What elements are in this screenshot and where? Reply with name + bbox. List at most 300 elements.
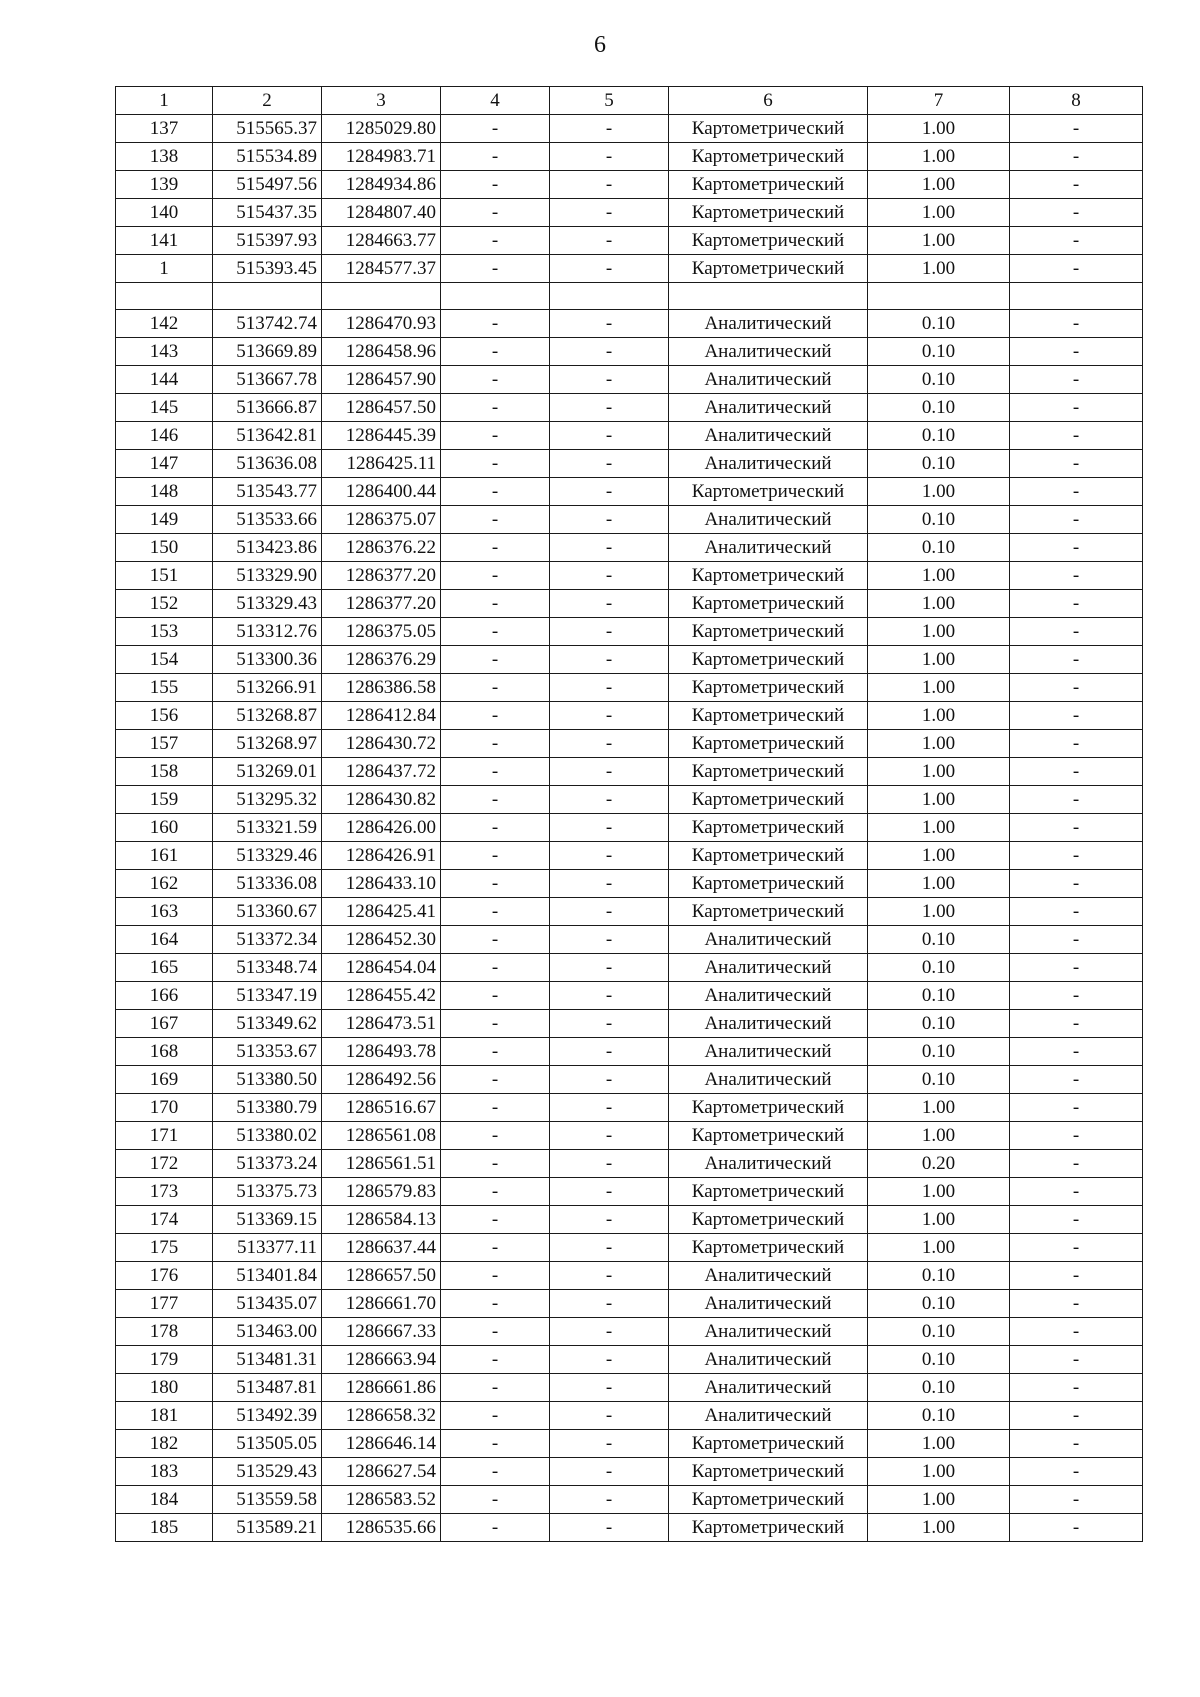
point-number-cell: 170 bbox=[116, 1094, 213, 1122]
table-row bbox=[116, 1514, 1143, 1542]
method-cell: Аналитический bbox=[669, 422, 868, 450]
point-number-cell: 137 bbox=[116, 115, 213, 143]
column-5-cell: - bbox=[550, 422, 669, 450]
point-number-cell: 181 bbox=[116, 1402, 213, 1430]
x-coordinate-cell: 513375.73 bbox=[213, 1178, 322, 1206]
accuracy-cell: 1.00 bbox=[868, 1178, 1010, 1206]
point-number-cell: 185 bbox=[116, 1514, 213, 1542]
method-cell: Аналитический bbox=[669, 1010, 868, 1038]
column-8-cell: - bbox=[1010, 478, 1143, 506]
y-coordinate-cell: 1286430.72 bbox=[322, 730, 441, 758]
y-coordinate-cell: 1286386.58 bbox=[322, 674, 441, 702]
method-cell: Картометрический bbox=[669, 199, 868, 227]
method-cell: Аналитический bbox=[669, 534, 868, 562]
column-4-cell: - bbox=[441, 954, 550, 982]
x-coordinate-cell: 513636.08 bbox=[213, 450, 322, 478]
y-coordinate-cell: 1286646.14 bbox=[322, 1430, 441, 1458]
point-number-cell: 164 bbox=[116, 926, 213, 954]
accuracy-cell: 1.00 bbox=[868, 115, 1010, 143]
table-row bbox=[116, 926, 1143, 954]
column-4-cell: - bbox=[441, 1290, 550, 1318]
method-cell: Аналитический bbox=[669, 338, 868, 366]
method-cell: Аналитический bbox=[669, 982, 868, 1010]
x-coordinate-cell: 513742.74 bbox=[213, 310, 322, 338]
column-8-cell: - bbox=[1010, 115, 1143, 143]
accuracy-cell: 1.00 bbox=[868, 786, 1010, 814]
column-4-cell: - bbox=[441, 758, 550, 786]
column-5-cell: - bbox=[550, 1318, 669, 1346]
column-8-cell: - bbox=[1010, 199, 1143, 227]
y-coordinate-cell: 1286637.44 bbox=[322, 1234, 441, 1262]
table-row bbox=[116, 1402, 1143, 1430]
column-8-cell: - bbox=[1010, 366, 1143, 394]
method-cell: Аналитический bbox=[669, 1374, 868, 1402]
accuracy-cell: 0.10 bbox=[868, 450, 1010, 478]
x-coordinate-cell: 513533.66 bbox=[213, 506, 322, 534]
column-8-cell: - bbox=[1010, 1262, 1143, 1290]
column-5-cell: - bbox=[550, 758, 669, 786]
table-row bbox=[116, 590, 1143, 618]
x-coordinate-cell: 513481.31 bbox=[213, 1346, 322, 1374]
point-number-cell: 153 bbox=[116, 618, 213, 646]
column-5-cell: - bbox=[550, 730, 669, 758]
accuracy-cell: 0.10 bbox=[868, 982, 1010, 1010]
y-coordinate-cell: 1286493.78 bbox=[322, 1038, 441, 1066]
x-coordinate-cell: 515397.93 bbox=[213, 227, 322, 255]
y-coordinate-cell: 1286377.20 bbox=[322, 562, 441, 590]
x-coordinate-cell: 513543.77 bbox=[213, 478, 322, 506]
accuracy-cell bbox=[868, 283, 1010, 310]
point-number-cell: 146 bbox=[116, 422, 213, 450]
method-cell: Аналитический bbox=[669, 1066, 868, 1094]
column-8-cell: - bbox=[1010, 926, 1143, 954]
y-coordinate-cell: 1286470.93 bbox=[322, 310, 441, 338]
table-row bbox=[116, 478, 1143, 506]
column-8-cell: - bbox=[1010, 171, 1143, 199]
column-4-cell: - bbox=[441, 646, 550, 674]
point-number-cell: 178 bbox=[116, 1318, 213, 1346]
table-row bbox=[116, 954, 1143, 982]
method-cell: Картометрический bbox=[669, 618, 868, 646]
column-5-cell: - bbox=[550, 590, 669, 618]
method-cell: Картометрический bbox=[669, 786, 868, 814]
column-5-cell: - bbox=[550, 506, 669, 534]
table-row bbox=[116, 1122, 1143, 1150]
method-cell: Картометрический bbox=[669, 1178, 868, 1206]
column-8-cell: - bbox=[1010, 842, 1143, 870]
column-header: 4 bbox=[441, 87, 550, 115]
column-5-cell: - bbox=[550, 478, 669, 506]
column-header: 7 bbox=[868, 87, 1010, 115]
column-5-cell: - bbox=[550, 171, 669, 199]
y-coordinate-cell: 1286376.22 bbox=[322, 534, 441, 562]
column-8-cell: - bbox=[1010, 982, 1143, 1010]
y-coordinate-cell: 1286457.90 bbox=[322, 366, 441, 394]
column-5-cell: - bbox=[550, 982, 669, 1010]
table-row bbox=[116, 422, 1143, 450]
x-coordinate-cell: 513401.84 bbox=[213, 1262, 322, 1290]
table-body bbox=[116, 87, 1143, 1542]
method-cell: Аналитический bbox=[669, 394, 868, 422]
accuracy-cell: 1.00 bbox=[868, 478, 1010, 506]
table-row bbox=[116, 674, 1143, 702]
column-5-cell: - bbox=[550, 1346, 669, 1374]
y-coordinate-cell: 1284577.37 bbox=[322, 255, 441, 283]
point-number-cell: 162 bbox=[116, 870, 213, 898]
column-4-cell: - bbox=[441, 478, 550, 506]
method-cell: Картометрический bbox=[669, 1458, 868, 1486]
point-number-cell: 154 bbox=[116, 646, 213, 674]
accuracy-cell: 0.10 bbox=[868, 1066, 1010, 1094]
method-cell: Аналитический bbox=[669, 450, 868, 478]
column-4-cell: - bbox=[441, 1206, 550, 1234]
x-coordinate-cell: 513295.32 bbox=[213, 786, 322, 814]
x-coordinate-cell: 513380.02 bbox=[213, 1122, 322, 1150]
y-coordinate-cell: 1286583.52 bbox=[322, 1486, 441, 1514]
column-8-cell: - bbox=[1010, 1374, 1143, 1402]
y-coordinate-cell: 1286455.42 bbox=[322, 982, 441, 1010]
point-number-cell: 142 bbox=[116, 310, 213, 338]
x-coordinate-cell: 513667.78 bbox=[213, 366, 322, 394]
accuracy-cell: 0.10 bbox=[868, 366, 1010, 394]
table-row bbox=[116, 171, 1143, 199]
point-number-cell: 177 bbox=[116, 1290, 213, 1318]
method-cell: Картометрический bbox=[669, 870, 868, 898]
column-5-cell: - bbox=[550, 1206, 669, 1234]
column-8-cell: - bbox=[1010, 590, 1143, 618]
column-header: 5 bbox=[550, 87, 669, 115]
column-5-cell: - bbox=[550, 702, 669, 730]
column-5-cell: - bbox=[550, 310, 669, 338]
table-row bbox=[116, 1150, 1143, 1178]
point-number-cell: 156 bbox=[116, 702, 213, 730]
table-row bbox=[116, 786, 1143, 814]
point-number-cell: 158 bbox=[116, 758, 213, 786]
accuracy-cell: 0.10 bbox=[868, 394, 1010, 422]
point-number-cell: 152 bbox=[116, 590, 213, 618]
table-row bbox=[116, 982, 1143, 1010]
table-row bbox=[116, 562, 1143, 590]
x-coordinate-cell: 513347.19 bbox=[213, 982, 322, 1010]
y-coordinate-cell: 1286579.83 bbox=[322, 1178, 441, 1206]
accuracy-cell: 1.00 bbox=[868, 1122, 1010, 1150]
accuracy-cell: 1.00 bbox=[868, 898, 1010, 926]
column-5-cell: - bbox=[550, 1010, 669, 1038]
point-number-cell: 159 bbox=[116, 786, 213, 814]
accuracy-cell: 1.00 bbox=[868, 674, 1010, 702]
method-cell bbox=[669, 283, 868, 310]
y-coordinate-cell: 1286377.20 bbox=[322, 590, 441, 618]
y-coordinate-cell: 1286426.91 bbox=[322, 842, 441, 870]
x-coordinate-cell: 513492.39 bbox=[213, 1402, 322, 1430]
point-number-cell: 160 bbox=[116, 814, 213, 842]
y-coordinate-cell: 1286561.51 bbox=[322, 1150, 441, 1178]
column-5-cell: - bbox=[550, 954, 669, 982]
column-5-cell: - bbox=[550, 1486, 669, 1514]
accuracy-cell: 0.10 bbox=[868, 954, 1010, 982]
accuracy-cell: 0.10 bbox=[868, 1038, 1010, 1066]
column-4-cell: - bbox=[441, 1150, 550, 1178]
accuracy-cell: 0.10 bbox=[868, 1262, 1010, 1290]
column-8-cell: - bbox=[1010, 702, 1143, 730]
table-row bbox=[116, 1234, 1143, 1262]
method-cell: Аналитический bbox=[669, 1150, 868, 1178]
accuracy-cell: 1.00 bbox=[868, 1486, 1010, 1514]
y-coordinate-cell: 1285029.80 bbox=[322, 115, 441, 143]
column-5-cell: - bbox=[550, 562, 669, 590]
x-coordinate-cell: 513423.86 bbox=[213, 534, 322, 562]
accuracy-cell: 0.10 bbox=[868, 1010, 1010, 1038]
point-number-cell: 140 bbox=[116, 199, 213, 227]
accuracy-cell: 1.00 bbox=[868, 730, 1010, 758]
column-8-cell: - bbox=[1010, 898, 1143, 926]
column-header: 6 bbox=[669, 87, 868, 115]
table-row bbox=[116, 199, 1143, 227]
table-row bbox=[116, 814, 1143, 842]
method-cell: Картометрический bbox=[669, 562, 868, 590]
accuracy-cell: 0.10 bbox=[868, 422, 1010, 450]
table-row bbox=[116, 1346, 1143, 1374]
table-row bbox=[116, 143, 1143, 171]
method-cell: Картометрический bbox=[669, 842, 868, 870]
accuracy-cell: 0.10 bbox=[868, 1402, 1010, 1430]
accuracy-cell: 0.10 bbox=[868, 926, 1010, 954]
method-cell: Картометрический bbox=[669, 115, 868, 143]
y-coordinate-cell: 1286433.10 bbox=[322, 870, 441, 898]
method-cell: Картометрический bbox=[669, 646, 868, 674]
accuracy-cell: 1.00 bbox=[868, 143, 1010, 171]
column-4-cell: - bbox=[441, 1346, 550, 1374]
x-coordinate-cell: 513380.50 bbox=[213, 1066, 322, 1094]
column-4-cell: - bbox=[441, 1458, 550, 1486]
point-number-cell: 161 bbox=[116, 842, 213, 870]
column-5-cell: - bbox=[550, 870, 669, 898]
page-number: 6 bbox=[594, 32, 606, 58]
column-8-cell: - bbox=[1010, 1402, 1143, 1430]
method-cell: Картометрический bbox=[669, 227, 868, 255]
column-8-cell: - bbox=[1010, 786, 1143, 814]
method-cell: Картометрический bbox=[669, 1094, 868, 1122]
column-4-cell: - bbox=[441, 618, 550, 646]
x-coordinate-cell: 513377.11 bbox=[213, 1234, 322, 1262]
column-5-cell: - bbox=[550, 1402, 669, 1430]
x-coordinate-cell: 515534.89 bbox=[213, 143, 322, 171]
column-5-cell: - bbox=[550, 1066, 669, 1094]
column-5-cell: - bbox=[550, 1262, 669, 1290]
method-cell: Аналитический bbox=[669, 954, 868, 982]
y-coordinate-cell: 1286412.84 bbox=[322, 702, 441, 730]
table-row bbox=[116, 1374, 1143, 1402]
column-4-cell: - bbox=[441, 450, 550, 478]
column-5-cell: - bbox=[550, 115, 669, 143]
method-cell: Картометрический bbox=[669, 1206, 868, 1234]
column-5-cell: - bbox=[550, 898, 669, 926]
table-row bbox=[116, 646, 1143, 674]
coordinates-table bbox=[115, 86, 1143, 1542]
column-4-cell: - bbox=[441, 562, 550, 590]
point-number-cell: 138 bbox=[116, 143, 213, 171]
y-coordinate-cell: 1284807.40 bbox=[322, 199, 441, 227]
column-8-cell: - bbox=[1010, 646, 1143, 674]
column-8-cell: - bbox=[1010, 255, 1143, 283]
x-coordinate-cell: 513487.81 bbox=[213, 1374, 322, 1402]
column-4-cell: - bbox=[441, 786, 550, 814]
column-5-cell: - bbox=[550, 926, 669, 954]
point-number-cell: 179 bbox=[116, 1346, 213, 1374]
table-row bbox=[116, 1290, 1143, 1318]
method-cell: Картометрический bbox=[669, 1514, 868, 1542]
method-cell: Картометрический bbox=[669, 730, 868, 758]
column-5-cell: - bbox=[550, 1122, 669, 1150]
column-8-cell: - bbox=[1010, 1318, 1143, 1346]
column-4-cell: - bbox=[441, 1122, 550, 1150]
table-row bbox=[116, 1318, 1143, 1346]
x-coordinate-cell bbox=[213, 283, 322, 310]
y-coordinate-cell: 1286661.70 bbox=[322, 1290, 441, 1318]
y-coordinate-cell: 1286437.72 bbox=[322, 758, 441, 786]
x-coordinate-cell: 513329.43 bbox=[213, 590, 322, 618]
column-8-cell: - bbox=[1010, 143, 1143, 171]
column-5-cell: - bbox=[550, 814, 669, 842]
accuracy-cell: 1.00 bbox=[868, 1094, 1010, 1122]
accuracy-cell: 1.00 bbox=[868, 1514, 1010, 1542]
column-5-cell: - bbox=[550, 338, 669, 366]
y-coordinate-cell bbox=[322, 283, 441, 310]
column-4-cell: - bbox=[441, 674, 550, 702]
table-row bbox=[116, 842, 1143, 870]
table-row bbox=[116, 618, 1143, 646]
accuracy-cell: 1.00 bbox=[868, 1430, 1010, 1458]
point-number-cell: 149 bbox=[116, 506, 213, 534]
column-4-cell bbox=[441, 283, 550, 310]
column-4-cell: - bbox=[441, 898, 550, 926]
accuracy-cell: 0.10 bbox=[868, 506, 1010, 534]
column-5-cell bbox=[550, 283, 669, 310]
column-4-cell: - bbox=[441, 422, 550, 450]
column-4-cell: - bbox=[441, 1430, 550, 1458]
column-8-cell: - bbox=[1010, 1346, 1143, 1374]
point-number-cell: 176 bbox=[116, 1262, 213, 1290]
x-coordinate-cell: 513529.43 bbox=[213, 1458, 322, 1486]
column-header: 3 bbox=[322, 87, 441, 115]
method-cell: Аналитический bbox=[669, 1290, 868, 1318]
column-8-cell: - bbox=[1010, 1122, 1143, 1150]
x-coordinate-cell: 513435.07 bbox=[213, 1290, 322, 1318]
y-coordinate-cell: 1286661.86 bbox=[322, 1374, 441, 1402]
point-number-cell: 180 bbox=[116, 1374, 213, 1402]
column-8-cell: - bbox=[1010, 310, 1143, 338]
column-8-cell: - bbox=[1010, 1514, 1143, 1542]
table-row bbox=[116, 1486, 1143, 1514]
column-8-cell: - bbox=[1010, 814, 1143, 842]
x-coordinate-cell: 513329.46 bbox=[213, 842, 322, 870]
accuracy-cell: 1.00 bbox=[868, 1458, 1010, 1486]
y-coordinate-cell: 1286667.33 bbox=[322, 1318, 441, 1346]
accuracy-cell: 1.00 bbox=[868, 171, 1010, 199]
accuracy-cell: 1.00 bbox=[868, 842, 1010, 870]
column-8-cell: - bbox=[1010, 422, 1143, 450]
column-5-cell: - bbox=[550, 842, 669, 870]
table-row bbox=[116, 1066, 1143, 1094]
point-number-cell: 169 bbox=[116, 1066, 213, 1094]
x-coordinate-cell: 513266.91 bbox=[213, 674, 322, 702]
column-8-cell: - bbox=[1010, 730, 1143, 758]
column-4-cell: - bbox=[441, 143, 550, 171]
column-5-cell: - bbox=[550, 1430, 669, 1458]
table-row bbox=[116, 366, 1143, 394]
table-row bbox=[116, 758, 1143, 786]
method-cell: Картометрический bbox=[669, 478, 868, 506]
method-cell: Картометрический bbox=[669, 171, 868, 199]
accuracy-cell: 1.00 bbox=[868, 255, 1010, 283]
point-number-cell: 1 bbox=[116, 255, 213, 283]
column-8-cell: - bbox=[1010, 1234, 1143, 1262]
column-4-cell: - bbox=[441, 926, 550, 954]
accuracy-cell: 1.00 bbox=[868, 758, 1010, 786]
table-row bbox=[116, 1178, 1143, 1206]
y-coordinate-cell: 1286400.44 bbox=[322, 478, 441, 506]
x-coordinate-cell: 513269.01 bbox=[213, 758, 322, 786]
point-number-cell: 145 bbox=[116, 394, 213, 422]
method-cell: Картометрический bbox=[669, 1234, 868, 1262]
method-cell: Картометрический bbox=[669, 898, 868, 926]
x-coordinate-cell: 513321.59 bbox=[213, 814, 322, 842]
column-5-cell: - bbox=[550, 255, 669, 283]
column-4-cell: - bbox=[441, 1262, 550, 1290]
column-8-cell: - bbox=[1010, 954, 1143, 982]
column-header: 1 bbox=[116, 87, 213, 115]
method-cell: Картометрический bbox=[669, 1122, 868, 1150]
column-8-cell: - bbox=[1010, 506, 1143, 534]
point-number-cell: 167 bbox=[116, 1010, 213, 1038]
column-8-cell: - bbox=[1010, 1066, 1143, 1094]
y-coordinate-cell: 1284983.71 bbox=[322, 143, 441, 171]
x-coordinate-cell: 513360.67 bbox=[213, 898, 322, 926]
y-coordinate-cell: 1286445.39 bbox=[322, 422, 441, 450]
column-5-cell: - bbox=[550, 450, 669, 478]
point-number-cell: 155 bbox=[116, 674, 213, 702]
column-8-cell: - bbox=[1010, 618, 1143, 646]
method-cell: Картометрический bbox=[669, 255, 868, 283]
table-row bbox=[116, 310, 1143, 338]
x-coordinate-cell: 513372.34 bbox=[213, 926, 322, 954]
column-4-cell: - bbox=[441, 171, 550, 199]
x-coordinate-cell: 513642.81 bbox=[213, 422, 322, 450]
column-5-cell: - bbox=[550, 1234, 669, 1262]
x-coordinate-cell: 513369.15 bbox=[213, 1206, 322, 1234]
column-5-cell: - bbox=[550, 227, 669, 255]
y-coordinate-cell: 1286516.67 bbox=[322, 1094, 441, 1122]
table-row bbox=[116, 534, 1143, 562]
point-number-cell: 147 bbox=[116, 450, 213, 478]
point-number-cell: 143 bbox=[116, 338, 213, 366]
point-number-cell: 144 bbox=[116, 366, 213, 394]
point-number-cell: 157 bbox=[116, 730, 213, 758]
point-number-cell: 184 bbox=[116, 1486, 213, 1514]
accuracy-cell: 1.00 bbox=[868, 646, 1010, 674]
y-coordinate-cell: 1286375.07 bbox=[322, 506, 441, 534]
point-number-cell bbox=[116, 283, 213, 310]
y-coordinate-cell: 1286458.96 bbox=[322, 338, 441, 366]
table-row bbox=[116, 506, 1143, 534]
column-8-cell: - bbox=[1010, 1486, 1143, 1514]
y-coordinate-cell: 1286425.11 bbox=[322, 450, 441, 478]
column-4-cell: - bbox=[441, 338, 550, 366]
method-cell: Картометрический bbox=[669, 674, 868, 702]
column-4-cell: - bbox=[441, 1094, 550, 1122]
column-4-cell: - bbox=[441, 1010, 550, 1038]
column-4-cell: - bbox=[441, 1514, 550, 1542]
